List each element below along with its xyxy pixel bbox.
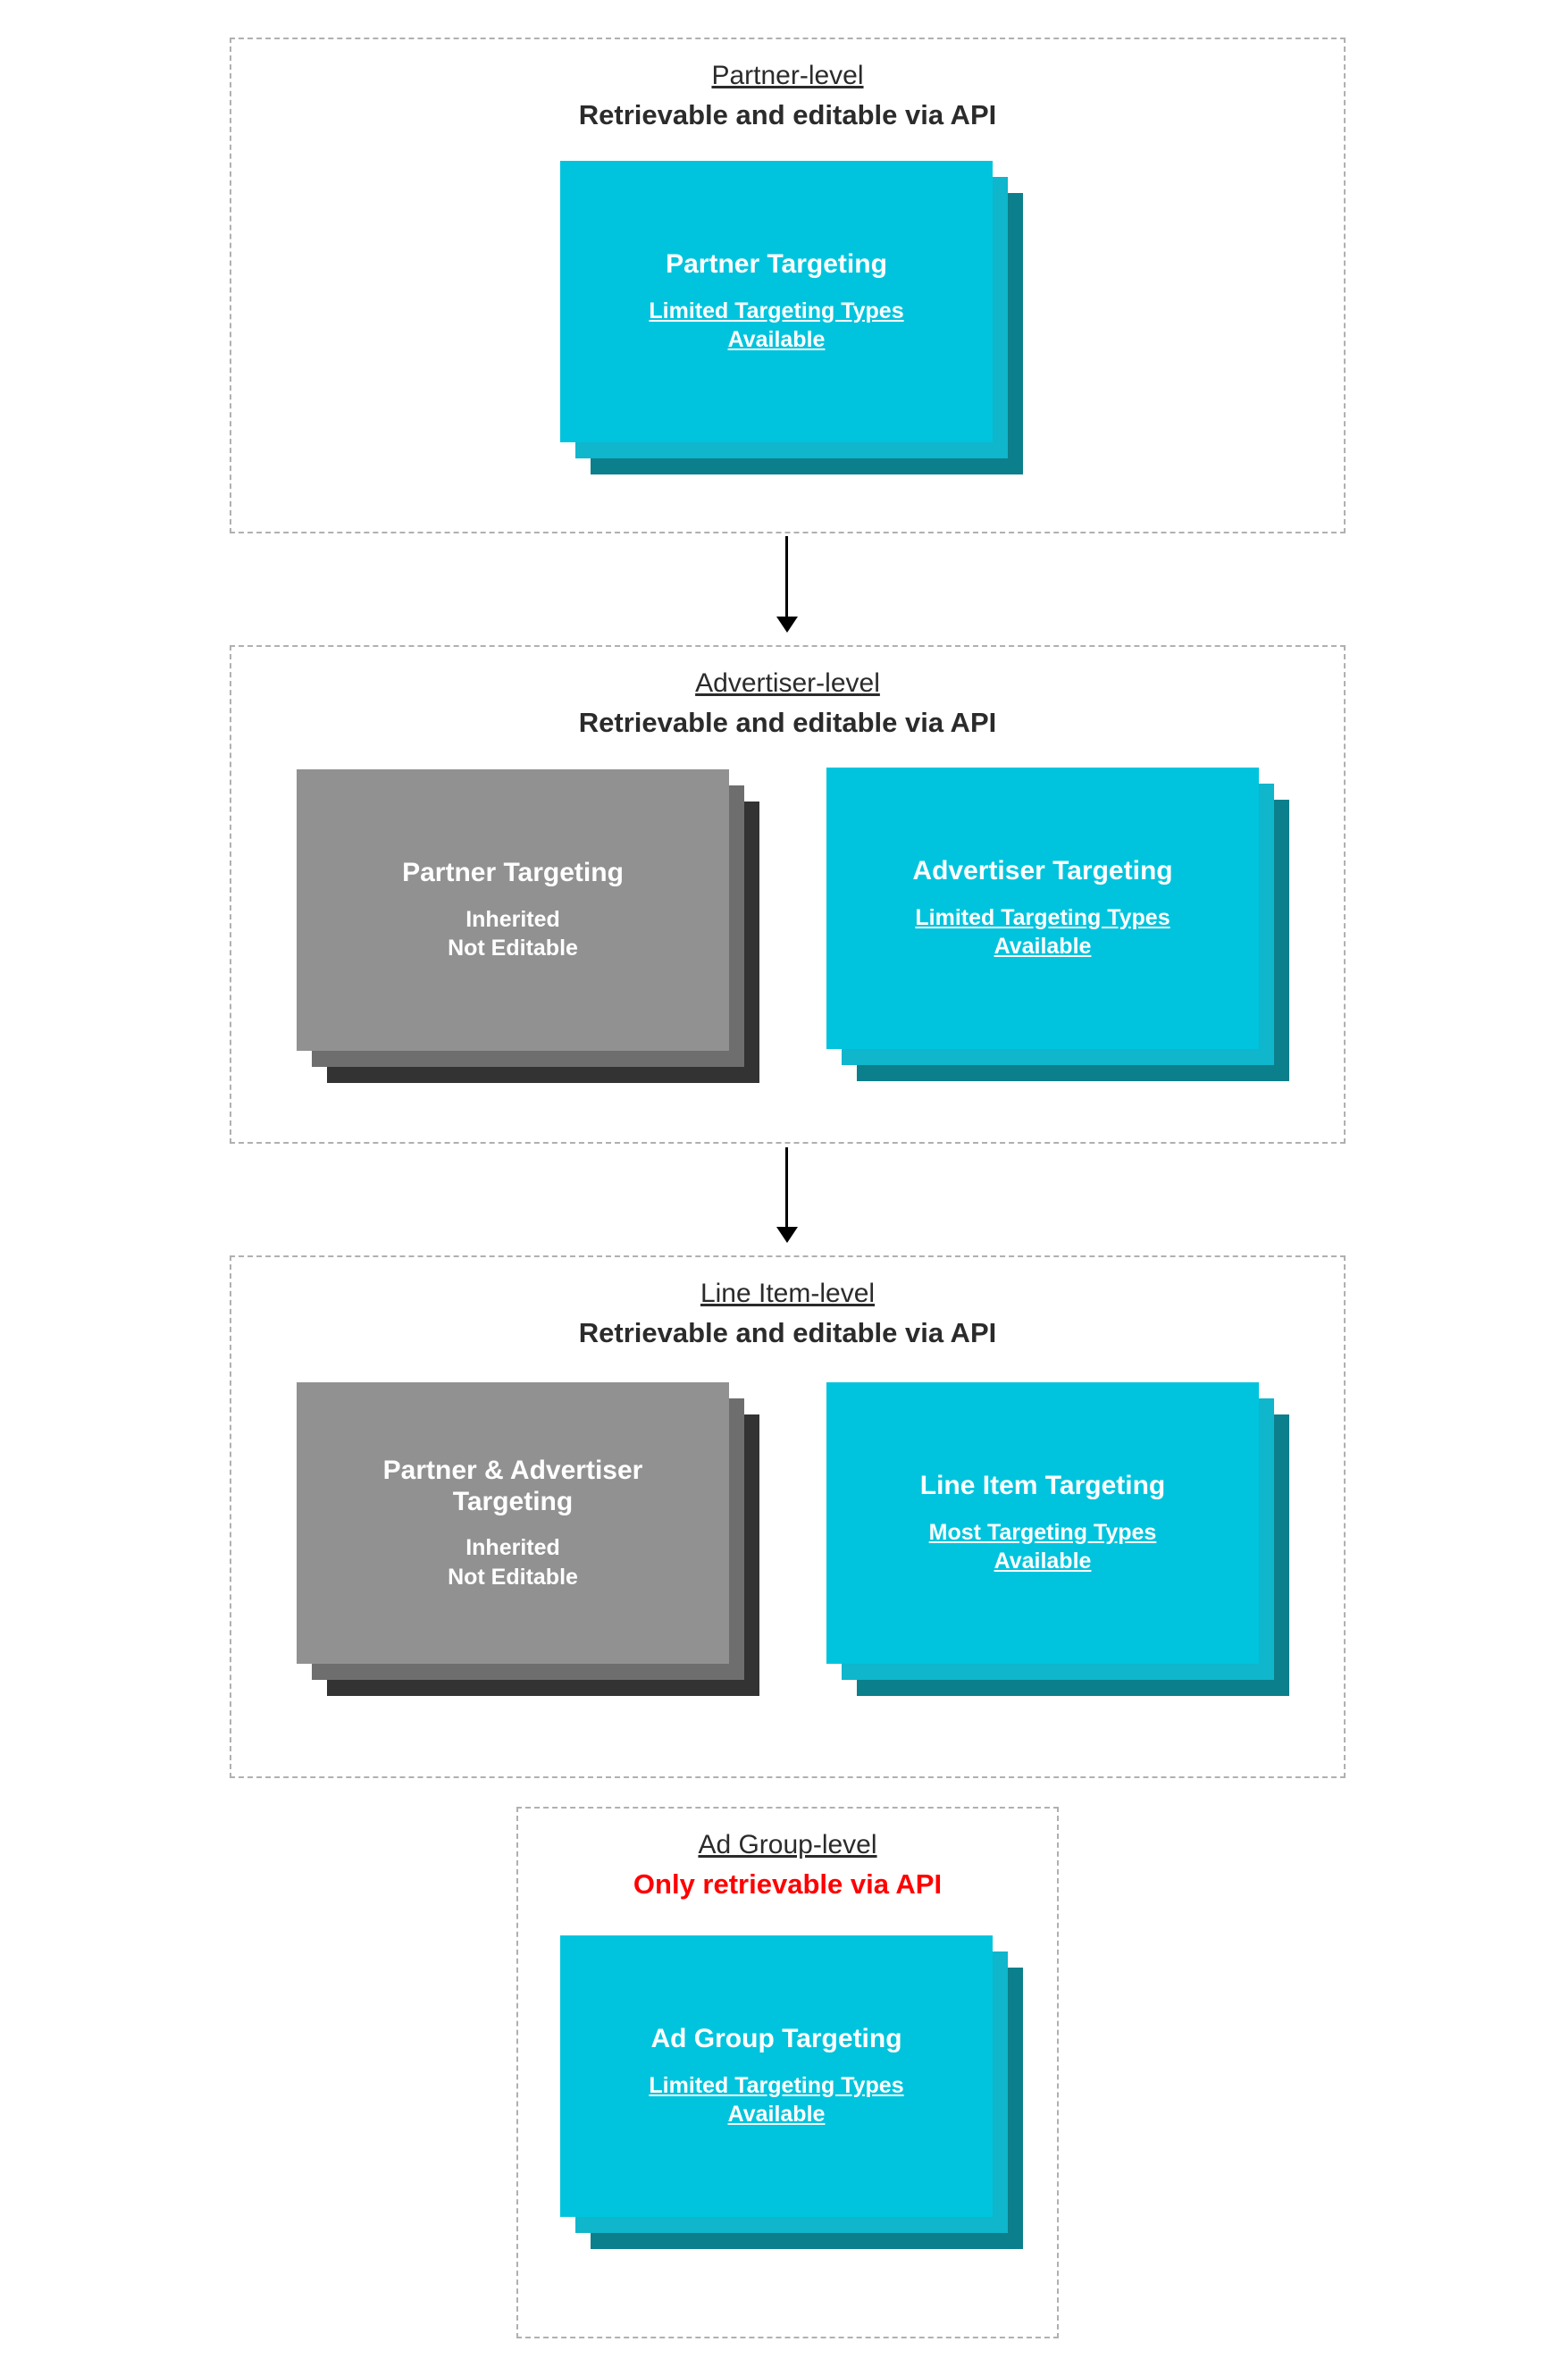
card-note bbox=[432, 1533, 594, 1591]
arrow-advertiser-to-lineitem-line bbox=[785, 1147, 788, 1229]
card-stack-lineitem-inherited bbox=[297, 1382, 773, 1710]
level-subtitle-ad-group: Only retrievable via API bbox=[633, 1868, 943, 1900]
level-title-ad-group: Ad Group-level bbox=[698, 1830, 877, 1859]
card-stack-lineitem-targeting bbox=[826, 1382, 1303, 1710]
arrow-partner-to-advertiser-head bbox=[776, 617, 798, 633]
card-note-line1: Inherited bbox=[465, 1535, 560, 1561]
level-title-line-item: Line Item-level bbox=[700, 1279, 876, 1308]
card-note-line1: Limited Targeting Types bbox=[915, 904, 1170, 930]
arrow-advertiser-to-lineitem-head bbox=[776, 1227, 798, 1243]
card-note-line1: Limited Targeting Types bbox=[649, 2072, 904, 2098]
card-stack-advertiser-inherited bbox=[297, 769, 773, 1097]
card-advertiser-targeting bbox=[826, 768, 1259, 1049]
arrow-partner-to-advertiser-line bbox=[785, 536, 788, 618]
card-note bbox=[899, 903, 1186, 961]
level-box-line-item bbox=[230, 1255, 1346, 1778]
card-title: Partner Targeting bbox=[666, 249, 887, 280]
level-subtitle-line-item: Retrievable and editable via API bbox=[578, 1316, 997, 1348]
card-stack-partner-targeting bbox=[560, 161, 1032, 485]
card-inherited-partner-advertiser-targeting bbox=[297, 1382, 729, 1664]
level-title-advertiser: Advertiser-level bbox=[695, 668, 880, 698]
card-stack-ad-group-targeting bbox=[560, 1935, 1036, 2263]
card-note bbox=[913, 1518, 1173, 1576]
card-note bbox=[633, 2071, 919, 2129]
card-note-line2: Available bbox=[727, 327, 826, 353]
level-title-partner: Partner-level bbox=[711, 61, 864, 90]
card-note bbox=[432, 905, 594, 963]
card-title: Line Item Targeting bbox=[919, 1471, 1166, 1501]
card-note-line1: Most Targeting Types bbox=[928, 1519, 1157, 1545]
card-note-line2: Available bbox=[727, 2102, 826, 2128]
card-note-line2: Available bbox=[994, 1549, 1092, 1574]
level-subtitle-advertiser: Retrievable and editable via API bbox=[578, 706, 997, 738]
card-line-item-targeting bbox=[826, 1382, 1259, 1664]
card-title bbox=[367, 1455, 659, 1518]
card-title-line2: Targeting bbox=[452, 1487, 574, 1516]
card-title: Ad Group Targeting bbox=[650, 2024, 902, 2054]
level-box-ad-group bbox=[516, 1807, 1059, 2338]
card-note-line1: Limited Targeting Types bbox=[649, 298, 904, 323]
card-stack-advertiser-targeting bbox=[826, 768, 1303, 1095]
card-note-line2: Not Editable bbox=[448, 936, 578, 961]
card-title: Partner Targeting bbox=[402, 858, 624, 888]
card-title: Advertiser Targeting bbox=[912, 856, 1173, 886]
card-ad-group-targeting bbox=[560, 1935, 993, 2217]
card-note-line1: Inherited bbox=[465, 906, 560, 932]
card-inherited-partner-targeting bbox=[297, 769, 729, 1051]
level-box-partner bbox=[230, 38, 1346, 533]
card-title-line1: Partner & Advertiser bbox=[382, 1455, 643, 1485]
card-partner-targeting bbox=[560, 161, 993, 442]
level-subtitle-partner: Retrievable and editable via API bbox=[578, 98, 997, 130]
card-note-line2: Available bbox=[994, 934, 1092, 960]
card-note-line2: Not Editable bbox=[448, 1564, 578, 1590]
card-note bbox=[633, 297, 919, 355]
level-box-advertiser bbox=[230, 645, 1346, 1144]
